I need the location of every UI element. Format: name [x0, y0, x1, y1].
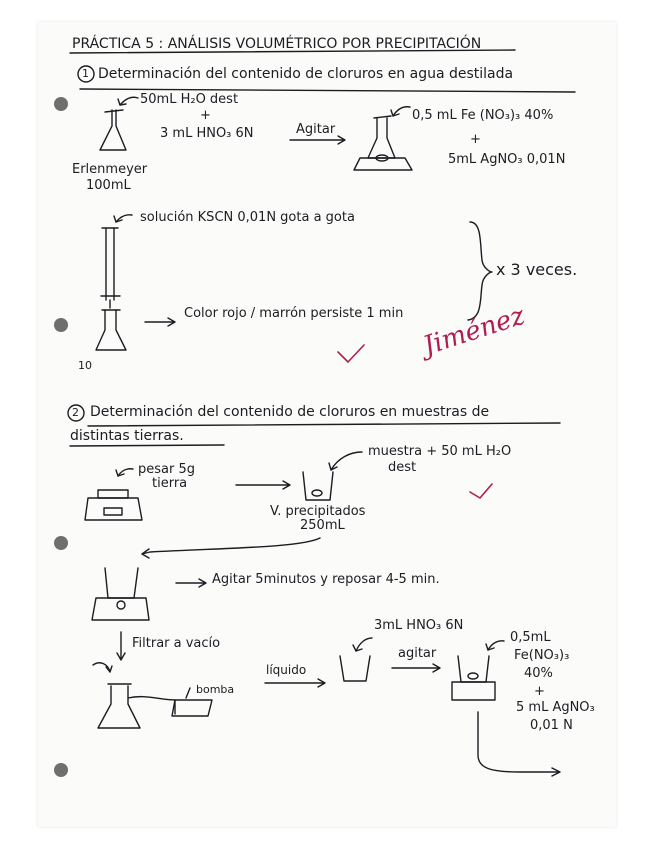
stir-text: Agitar 5minutos y reposar 4-5 min. [212, 572, 440, 587]
add-silver-nitrate: 5mL AgNO₃ 0,01N [448, 152, 566, 167]
add-text-1: 0,5mL [510, 630, 551, 645]
small-beaker-icon [340, 656, 370, 681]
beaker-on-stirrer-2-icon [452, 656, 495, 700]
beaker-label-volume: 250mL [300, 518, 345, 533]
sample-text: muestra + 50 mL H₂O [368, 444, 512, 459]
add-text-2: Fe(NO₃)₃ [514, 648, 570, 663]
section2-heading-line2: distintas tierras. [70, 428, 184, 444]
repeat-brace-icon [468, 222, 492, 320]
section2-heading-underline-1 [88, 423, 560, 426]
arrow-into-small-beaker [356, 638, 372, 651]
arrow-to-beaker-icon [236, 481, 290, 489]
pump-label: bomba [196, 683, 235, 696]
beaker-on-stirrer-icon [92, 568, 149, 620]
liquid-label: líquido [266, 663, 307, 677]
filter-text: Filtrar a vacío [132, 636, 221, 651]
plus-sign: + [470, 132, 481, 147]
section2-heading-line1: Determinación del contenido de cloruros en muestras de [90, 404, 490, 420]
reagent-acid: 3 mL HNO₃ 6N [160, 126, 254, 141]
acid-text: 3mL HNO₃ 6N [374, 618, 464, 633]
burette-icon [101, 228, 120, 308]
reagent-water: 50mL H₂O dest [140, 92, 239, 107]
balance-icon [85, 490, 142, 520]
action-agitar: Agitar [296, 122, 336, 137]
filter-down-arrow-icon [117, 632, 125, 660]
side-number: 10 [78, 359, 92, 372]
beaker-label-name: V. precipitados [270, 504, 366, 519]
add-text-3: 40% [524, 666, 553, 681]
liquido-arrow-icon [265, 679, 325, 687]
endpoint-text: Color rojo / marrón persiste 1 min [184, 306, 404, 321]
add-iron-nitrate: 0,5 mL Fe (NO₃)₃ 40% [412, 108, 554, 123]
add-text-5: 0,01 N [530, 718, 573, 733]
check-mark-icon [470, 484, 492, 498]
endpoint-arrow-icon [145, 318, 175, 326]
section1-number: 1 [82, 67, 89, 80]
weigh-text-2: tierra [152, 476, 188, 491]
plus-sign: + [200, 108, 211, 123]
action-agitar-2: agitar [398, 646, 437, 661]
section2-heading-underline-2 [70, 445, 224, 446]
add-text-4: 5 mL AgNO₃ [516, 700, 595, 715]
connector-arrow-icon [142, 538, 320, 554]
plus-sign: + [534, 684, 545, 699]
agitar2-arrow-icon [392, 664, 440, 672]
beaker-icon [303, 472, 333, 500]
signature: Jiménez [419, 300, 529, 362]
check-mark-icon [338, 345, 364, 362]
repeat-text: x 3 veces. [496, 260, 578, 279]
section2-number: 2 [72, 406, 79, 419]
flask-label-volume: 100mL [86, 178, 131, 193]
stir-arrow-icon [176, 579, 206, 587]
flask-under-burette-icon [96, 310, 126, 350]
flask-label-name: Erlenmeyer [72, 162, 148, 177]
section1-heading: Determinación del contenido de cloruros en agua destilada [98, 66, 514, 82]
arrow-into-vacuum-flask [93, 663, 110, 672]
flask-on-stirrer-icon [354, 116, 412, 170]
vacuum-flask-icon [98, 684, 175, 728]
arrow-into-flask [120, 97, 138, 105]
sample-text-2: dest [388, 460, 417, 475]
pump-icon [172, 700, 212, 716]
page-title: PRÁCTICA 5 : ANÁLISIS VOLUMÉTRICO POR PRECIPITACIÓN [72, 36, 482, 52]
weigh-text: pesar 5g [138, 462, 195, 477]
erlenmeyer-flask-icon [100, 110, 126, 150]
titrant-text: solución KSCN 0,01N gota a gota [140, 210, 355, 225]
